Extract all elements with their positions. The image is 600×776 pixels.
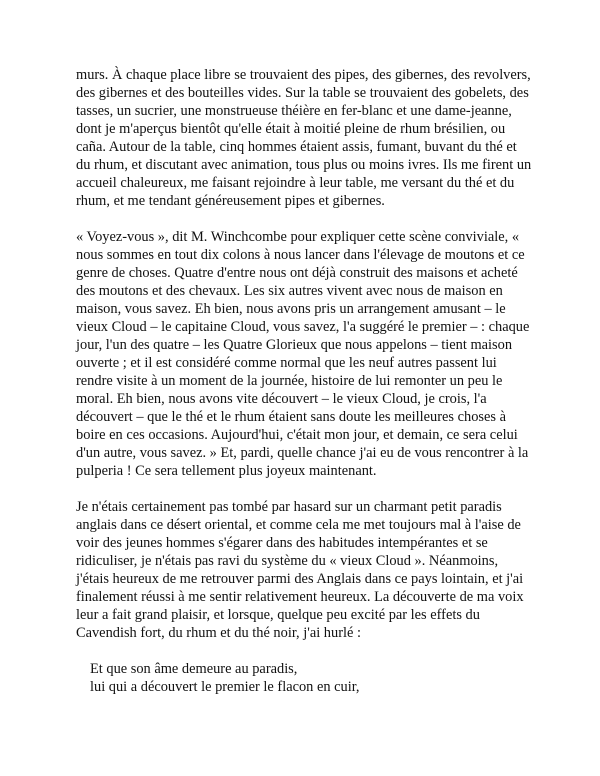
document-page <box>76 66 534 696</box>
paragraph: murs. À chaque place libre se trouvaient des pipes, des gibernes, des revolvers, des gibernes et des bouteilles vides. Sur la table se trouvaient des gobelets, des tasses, un sucrier, une monstrueuse théière en fer-blanc et une dame-jeanne, dont je m'aperçus bientôt qu'elle était à moitié pleine de rhum brésilien, ou caña. Autour de la table, cinq hommes étaient assis, fumant, buvant du thé et du rhum, et discutant avec animation, tous plus ou moins ivres. Ils me firent un accueil chaleureux, me faisant rejoindre à leur table, me versant du thé et du rhum, et me tendant généreusement pipes et gibernes. <box>76 67 532 209</box>
paragraph: Je n'étais certainement pas tombé par hasard sur un charmant petit paradis anglais dans ce désert oriental, et comme cela me met toujours mal à l'aise de voir des jeunes hommes s'égarer dans des habitudes intempérantes et se ridiculiser, je n'étais pas ravi du système du « vieux Cloud ». Néanmoins, j'étais heureux de me retrouver parmi des Anglais dans ce pays lointain, et j'ai finalement réussi à me sentir relativement heureux. La découverte de ma voix leur a fait grand plaisir, et lorsque, quelque peu excité par les effets du Cavendish fort, du rhum et du thé noir, j'ai hurlé : <box>76 499 524 641</box>
verse-line: Et que son âme demeure au paradis, <box>90 661 298 677</box>
verse-line: lui qui a découvert le premier le flacon en cuir, <box>90 679 360 695</box>
verse-block <box>76 660 534 696</box>
paragraph: « Voyez-vous », dit M. Winchcombe pour expliquer cette scène conviviale, « nous sommes en tout dix colons à nous lancer dans l'élevage de moutons et ce genre de choses. Quatre d'entre nous ont déjà construit des maisons et acheté des moutons et des chevaux. Les six autres vivent avec nous de maison en maison, vous savez. Eh bien, nous avons pris un arrangement amusant – le vieux Cloud – le capitaine Cloud, vous savez, l'a suggéré le premier – : chaque jour, l'un des quatre – les Quatre Glorieux que nous appelons – tient maison ouverte ; et il est considéré comme normal que les neuf autres passent lui rendre visite à un moment de la journée, histoire de lui remonter un peu le moral. Eh bien, nous avons vite découvert – le vieux Cloud, je crois, l'a découvert – que le thé et le rhum étaient sans doute les meilleures choses à boire en ces occasions. Aujourd'hui, c'était mon jour, et demain, ce sera celui d'un autre, vous savez. » Et, pardi, quelle chance j'ai eu de vous rencontrer à la pulperia ! Ce sera tellement plus joyeux maintenant. <box>76 229 530 479</box>
